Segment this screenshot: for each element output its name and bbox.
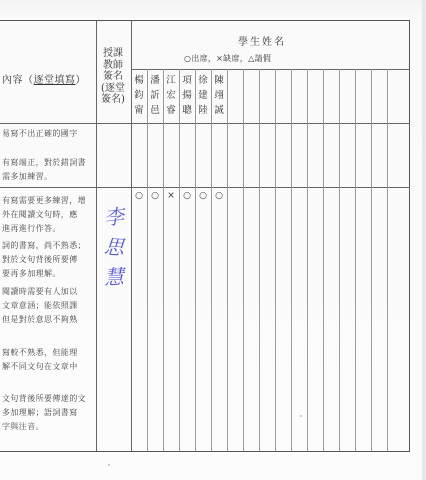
student-col-line	[147, 69, 148, 451]
content-line: 詞的書寫，尚不熟悉；	[2, 241, 86, 250]
student-name: 楊鈞甯	[134, 75, 144, 116]
student-col-line	[387, 69, 388, 451]
row-divider-1	[0, 187, 410, 188]
student-name: 江宏睿	[166, 75, 176, 116]
student-col-line	[307, 69, 308, 451]
content-line: 寫較不熟悉，但能理	[2, 348, 78, 357]
teacher-header-line: 簽名)	[101, 94, 125, 105]
teacher-header-line: 簽名	[103, 71, 123, 82]
student-name: 陳翊誠	[214, 75, 224, 116]
content-line: 需多加練習。	[2, 172, 53, 181]
teacher-signature-header	[98, 48, 128, 106]
student-col-line	[211, 69, 212, 451]
content-line: 多加理解；語詞書寫	[2, 408, 78, 417]
content-line: 易寫不出正確的國字	[2, 129, 78, 138]
content-line: 但是對於意思不夠熟	[2, 315, 78, 324]
content-header-post: ）	[75, 75, 86, 86]
content-header-pre: 內容（	[2, 75, 34, 86]
teacher-header-line: (逐堂	[101, 82, 125, 94]
attendance-mark: ×	[167, 191, 175, 201]
content-line: 閱讀時需要有人加以	[2, 287, 78, 296]
student-col-line	[371, 69, 372, 451]
teacher-signature: 李 思 慧	[102, 204, 126, 290]
teacher-column-border	[131, 21, 132, 451]
content-line: 文章意涵；能依照課	[2, 301, 78, 310]
content-line: 要再多加理解。	[2, 269, 61, 278]
content-line: 字與注音。	[2, 422, 44, 431]
student-col-line	[291, 69, 292, 451]
student-name: 項揚聰	[182, 75, 192, 116]
content-line: 有寫需要更多練習，增	[2, 196, 86, 205]
student-col-line	[179, 69, 180, 451]
header-bottom-line	[0, 123, 410, 124]
student-col-line	[243, 69, 244, 451]
paper-speck	[108, 464, 110, 466]
attendance-mark: ○	[183, 191, 191, 201]
student-name: 徐建陸	[198, 75, 208, 116]
page-edge	[422, 0, 426, 480]
attendance-legend: ○出席，×缺席，△請假	[184, 54, 272, 63]
content-line: 對於文句背後所要傳	[2, 255, 78, 264]
students-header-divider	[131, 69, 410, 70]
paper-speck	[300, 415, 302, 417]
content-column-border	[96, 21, 97, 451]
attendance-mark: ○	[215, 191, 223, 201]
student-col-line	[259, 69, 260, 451]
attendance-mark: ○	[199, 191, 207, 201]
student-col-line	[339, 69, 340, 451]
content-line: 外在閱讀文句時，應	[2, 210, 78, 219]
attendance-mark: ○	[135, 191, 143, 201]
student-name: 潘訢邑	[150, 75, 160, 116]
teacher-header-line: 授課	[103, 48, 123, 59]
student-col-line	[275, 69, 276, 451]
content-column-header	[2, 71, 86, 86]
teacher-header-line: 教師	[103, 59, 123, 71]
student-col-line	[355, 69, 356, 451]
students-title: 學生姓名	[238, 37, 286, 48]
content-line: 有寫端正，對於錯詞書	[2, 158, 86, 167]
student-col-line	[195, 69, 196, 451]
student-col-line	[323, 69, 324, 451]
content-line: 進再進行作答。	[2, 224, 61, 233]
content-line: 解不同文句在文章中	[2, 362, 78, 371]
content-line: 文句背後所要傳達的文	[2, 394, 86, 403]
student-col-line	[163, 69, 164, 451]
attendance-mark: ○	[151, 191, 159, 201]
student-col-line	[227, 69, 228, 451]
attendance-table	[0, 20, 410, 452]
content-header-underlined: 逐堂填寫	[33, 75, 76, 86]
